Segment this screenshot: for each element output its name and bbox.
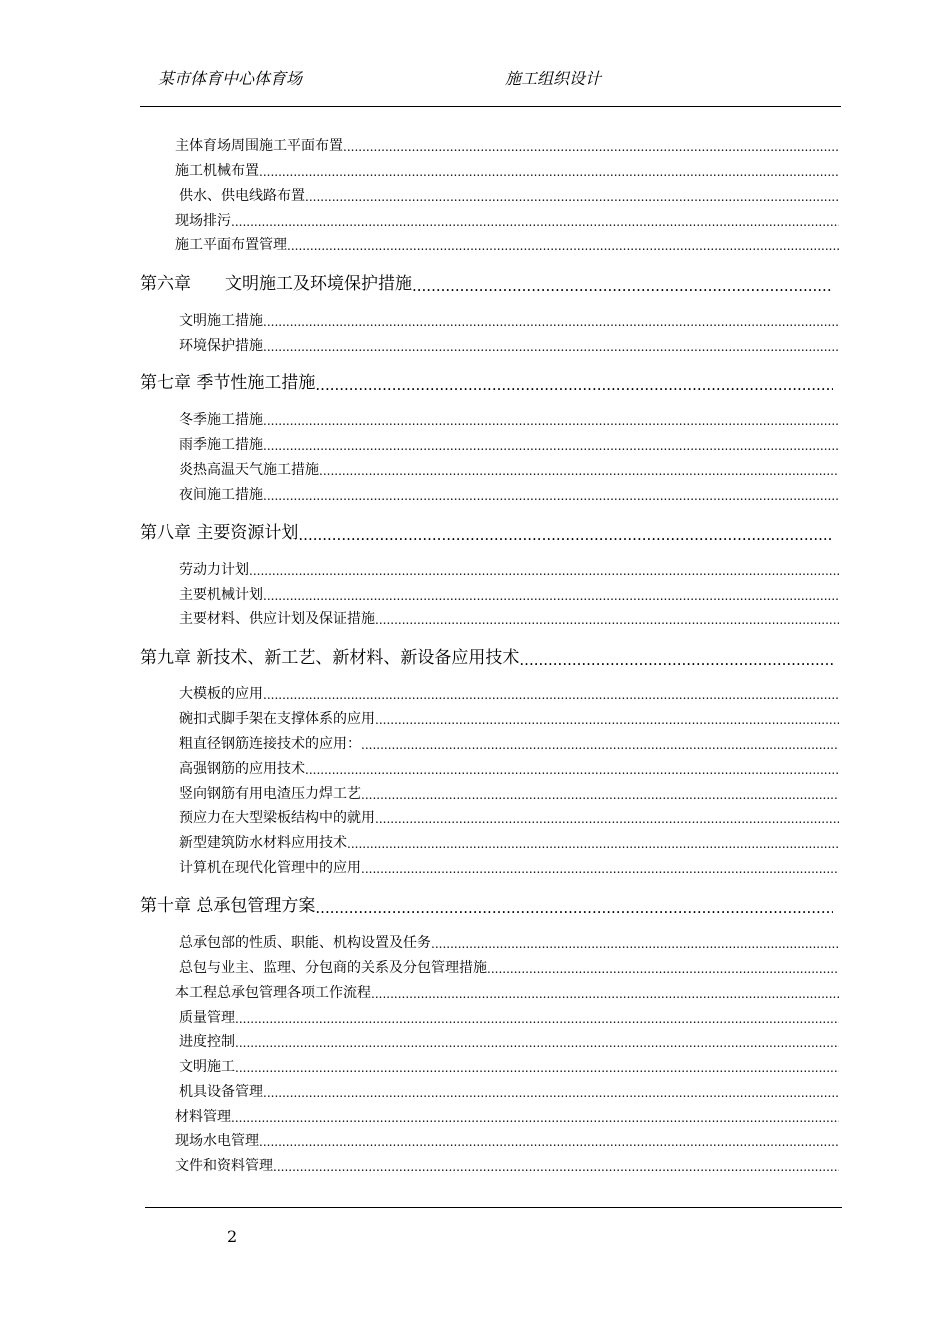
toc-entry-label: 粗直径钢筋连接技术的应用： [179,736,361,752]
toc-entry-label: 劳动力计划 [179,562,249,578]
toc-entry-label: 文明施工 [179,1059,235,1075]
toc-entry[interactable] [179,1009,839,1027]
toc-entry[interactable] [179,959,839,977]
dot-leader [347,836,839,852]
toc-chapter-label: 第七章 季节性施工措施 [140,373,316,393]
toc-entry[interactable] [179,561,839,579]
toc-entry-label: 预应力在大型梁板结构中的就用 [179,810,375,826]
toc-chapter-6[interactable] [140,273,833,295]
toc-entry[interactable] [179,710,839,728]
toc-chapter-label: 第六章 文明施工及环境保护措施 [140,274,412,294]
toc-entry[interactable] [175,1132,839,1150]
dot-leader [259,164,839,180]
toc-entry[interactable] [175,1157,839,1175]
dot-leader [371,986,839,1002]
page-number: 2 [227,1227,238,1246]
toc-entry[interactable] [179,1083,839,1101]
dot-leader [375,811,839,827]
toc-entry-label: 新型建筑防水材料应用技术 [179,835,347,851]
toc-entry[interactable] [179,312,839,330]
toc-entry[interactable] [179,1058,839,1076]
toc-entry-label: 大模板的应用 [179,686,263,702]
toc-entry[interactable] [175,212,839,230]
toc-entry[interactable] [179,809,839,827]
toc-entry-label: 夜间施工措施 [179,487,263,503]
toc-entry[interactable] [175,137,839,155]
dot-leader [259,1134,839,1150]
toc-chapter-10[interactable] [140,895,833,917]
toc-entry-label: 冬季施工措施 [179,412,263,428]
dot-leader [263,438,839,454]
toc-entry[interactable] [179,461,839,479]
toc-entry-label: 主要材料、供应计划及保证措施 [179,611,375,627]
dot-leader [231,1110,839,1126]
toc-entry[interactable] [179,834,839,852]
dot-leader [263,687,839,703]
toc-entry-label: 环境保护措施 [179,338,263,354]
dot-leader [361,787,839,803]
dot-leader [273,1159,839,1175]
toc-entry-label: 主体育场周围施工平面布置 [175,138,343,154]
dot-leader [263,413,839,429]
toc-entry-label: 材料管理 [175,1109,231,1125]
dot-leader [305,762,839,778]
toc-entry[interactable] [179,586,839,604]
dot-leader [263,1085,839,1101]
toc-chapter-8[interactable] [140,522,833,544]
header-project-name: 某市体育中心体育场 [158,69,303,88]
toc-entry[interactable] [175,984,839,1002]
toc-chapter-9[interactable] [140,647,833,669]
dot-leader [263,588,839,604]
toc-entry-label: 雨季施工措施 [179,437,263,453]
toc-chapter-label: 第九章 新技术、新工艺、新材料、新设备应用技术 [140,648,520,668]
dot-leader [235,1011,839,1027]
dot-leader [263,314,839,330]
toc-chapter-7[interactable] [140,372,833,394]
footer-divider [145,1207,842,1208]
dot-leader [319,463,839,479]
header-document-title: 施工组织设计 [505,69,602,88]
dot-leader [412,277,833,295]
toc-entry[interactable] [179,934,839,952]
toc-entry[interactable] [179,411,839,429]
toc-entry[interactable] [175,236,839,254]
toc-entry-label: 文明施工措施 [179,313,263,329]
toc-entry-label: 竖向钢筋有用电渣压力焊工艺 [179,786,361,802]
toc-entry-label: 文件和资料管理 [175,1158,273,1174]
toc-entry-label: 施工机械布置 [175,163,259,179]
toc-entry[interactable] [179,486,839,504]
dot-leader [287,238,839,254]
toc-entry-label: 高强钢筋的应用技术 [179,761,305,777]
dot-leader [263,488,839,504]
toc-entry-label: 施工平面布置管理 [175,237,287,253]
dot-leader [375,612,839,628]
toc-entry-label: 炎热高温天气施工措施 [179,462,319,478]
dot-leader [343,139,839,155]
toc-entry-label: 机具设备管理 [179,1084,263,1100]
dot-leader [231,214,839,230]
toc-entry-label: 进度控制 [179,1034,235,1050]
toc-entry[interactable] [175,162,839,180]
dot-leader [315,376,833,394]
dot-leader [361,861,839,877]
toc-entry[interactable] [179,785,839,803]
toc-entry[interactable] [179,685,839,703]
toc-chapter-label: 第十章 总承包管理方案 [140,896,316,916]
toc-entry-label: 本工程总承包管理各项工作流程 [175,985,371,1001]
dot-leader [305,189,839,205]
toc-entry[interactable] [179,735,839,753]
dot-leader [487,961,839,977]
page-header [140,60,841,107]
toc-entry[interactable] [179,337,839,355]
dot-leader [298,526,833,544]
dot-leader [431,936,839,952]
toc-entry[interactable] [179,610,839,628]
toc-entry[interactable] [179,436,839,454]
toc-entry-label: 供水、供电线路布置 [179,188,305,204]
toc-entry[interactable] [175,1108,839,1126]
toc-entry-label: 现场排污 [175,213,231,229]
dot-leader [519,651,833,669]
toc-entry-label: 现场水电管理 [175,1133,259,1149]
toc-entry-label: 碗扣式脚手架在支撑体系的应用 [179,711,375,727]
dot-leader [361,737,839,753]
toc-entry[interactable] [179,859,839,877]
dot-leader [315,899,833,917]
toc-entry-label: 总承包部的性质、职能、机构设置及任务 [179,935,431,951]
dot-leader [235,1035,839,1051]
toc-entry-label: 主要机械计划 [179,587,263,603]
dot-leader [263,339,839,355]
toc-chapter-label: 第八章 主要资源计划 [140,523,299,543]
toc-entry-label: 计算机在现代化管理中的应用 [179,860,361,876]
toc-entry-label: 总包与业主、监理、分包商的关系及分包管理措施 [179,960,487,976]
toc-entry[interactable] [179,760,839,778]
dot-leader [235,1060,839,1076]
toc-entry-label: 质量管理 [179,1010,235,1026]
dot-leader [249,563,839,579]
toc-entry[interactable] [179,187,839,205]
toc-entry[interactable] [179,1033,839,1051]
dot-leader [375,712,839,728]
